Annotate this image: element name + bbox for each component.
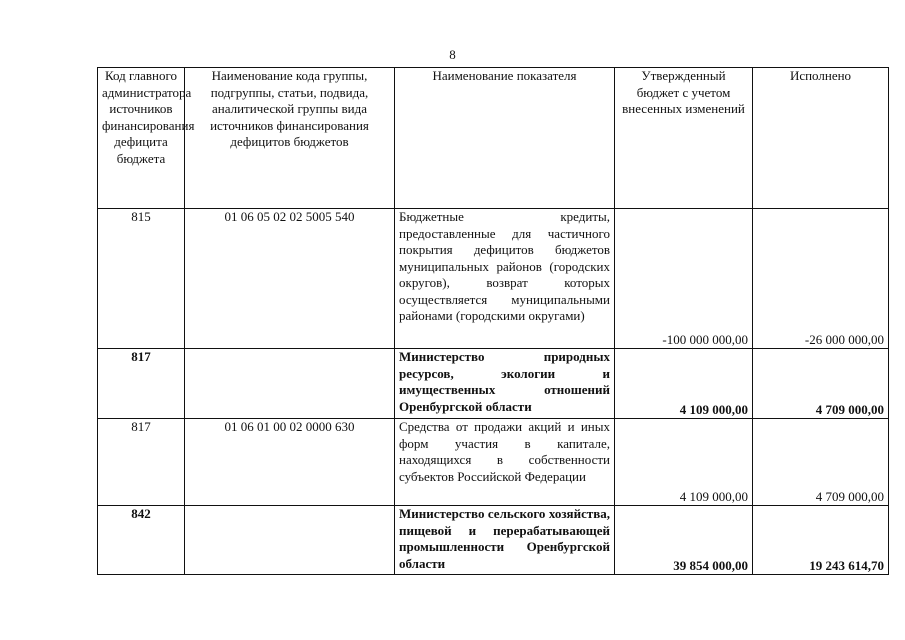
- row-kbk-code: 01 06 01 00 02 0000 630: [185, 419, 395, 506]
- row-indicator-name: Средства от продажи акций и иных форм участия в капитале, находящихся в собственности субъектов Российской Федерации: [395, 419, 615, 506]
- table-header-row: [98, 68, 889, 209]
- page-number: 8: [449, 47, 456, 62]
- row-executed-amount: 4 709 000,00: [753, 349, 889, 419]
- row-approved-amount: 4 109 000,00: [615, 419, 753, 506]
- table-row: [98, 209, 889, 349]
- row-executed-amount: -26 000 000,00: [753, 209, 889, 349]
- header-admin-code: Код главного администратора источников финансирования дефицита бюджета: [98, 68, 185, 209]
- budget-sources-table: [97, 67, 889, 575]
- header-executed: Исполнено: [753, 68, 889, 209]
- row-executed-amount: 4 709 000,00: [753, 419, 889, 506]
- row-indicator-name: Министерство сельского хозяйства, пищевой и перерабатывающей промышленности Оренбургской области: [395, 506, 615, 575]
- header-group-code-name: Наименование кода группы, подгруппы, статьи, подвида, аналитической группы вида источников финансирования дефицитов бюджетов: [185, 68, 395, 209]
- row-kbk-code: 01 06 05 02 02 5005 540: [185, 209, 395, 349]
- row-indicator-name: Министерство природных ресурсов, экологии и имущественных отношений Оренбургской области: [395, 349, 615, 419]
- row-indicator-name: Бюджетные кредиты, предоставленные для частичного покрытия дефицитов бюджетов муниципальных районов (городских округов), возврат которых осуществляется муниципальными районами (городскими округами): [395, 209, 615, 349]
- row-admin-code: 842: [98, 506, 185, 575]
- row-executed-amount: 19 243 614,70: [753, 506, 889, 575]
- row-approved-amount: -100 000 000,00: [615, 209, 753, 349]
- header-indicator-name: Наименование показателя: [395, 68, 615, 209]
- row-admin-code: 817: [98, 419, 185, 506]
- row-kbk-code: [185, 506, 395, 575]
- row-kbk-code: [185, 349, 395, 419]
- table-row: [98, 506, 889, 575]
- header-approved-budget: Утвержденный бюджет с учетом внесенных изменений: [615, 68, 753, 209]
- table-row: [98, 419, 889, 506]
- table-row: [98, 349, 889, 419]
- row-approved-amount: 4 109 000,00: [615, 349, 753, 419]
- row-admin-code: 815: [98, 209, 185, 349]
- row-admin-code: 817: [98, 349, 185, 419]
- row-approved-amount: 39 854 000,00: [615, 506, 753, 575]
